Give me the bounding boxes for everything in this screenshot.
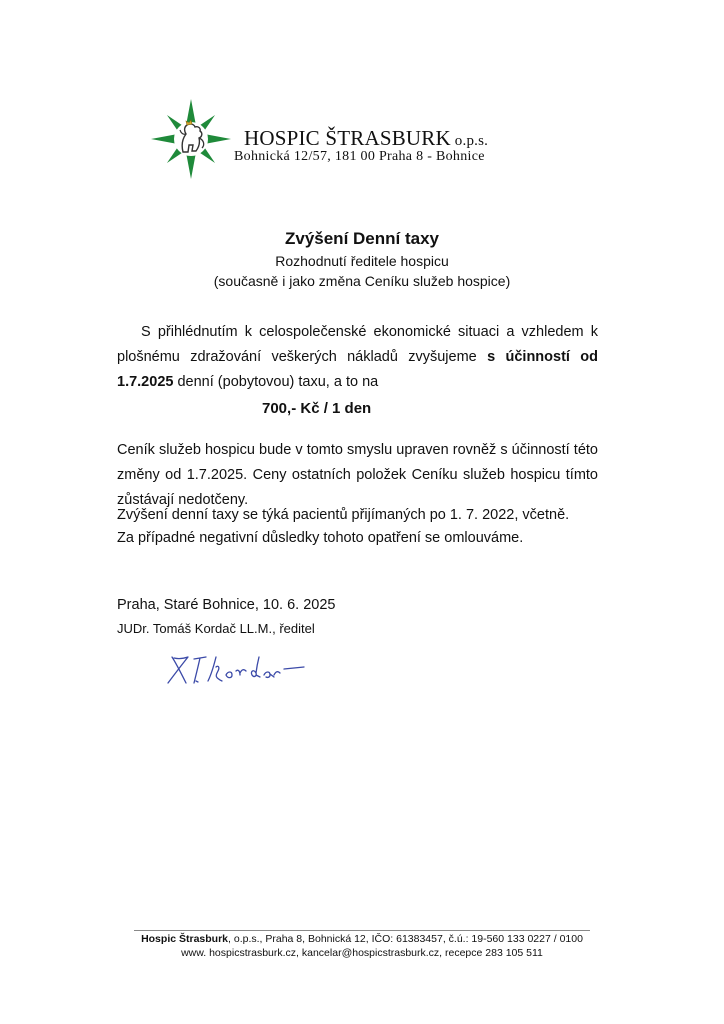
paragraph-decision: S přihlédnutím k celospolečenské ekonomické situaci a vzhledem k plošnému zdražování veškerých nákladů zvyšujeme s účinností od 1.7.2025 denní (pobytovou) taxu, a to na	[117, 324, 599, 390]
organization-suffix: o.p.s.	[450, 133, 489, 149]
paragraph-apology: Za případné negativní důsledky tohoto opatření se omlouváme.	[117, 530, 524, 546]
organization-address: Bohnická 12/57, 181 00 Praha 8 - Bohnice	[234, 149, 485, 164]
handwritten-signature	[160, 645, 310, 690]
paragraph-pricelist: Ceník služeb hospicu bude v tomto smyslu upraven rovněž s účinností této změny od 1.7.2025. Ceny ostatních položek Ceníku služeb hospicu tímto zůstávají nedotčeny.	[117, 442, 598, 508]
footer-divider	[134, 930, 590, 931]
new-daily-rate: 700,- Kč / 1 den	[262, 400, 372, 417]
signer-name: JUDr. Tomáš Kordač LL.M., ředitel	[117, 621, 315, 636]
document-title: Zvýšení Denní taxy	[284, 229, 439, 248]
effective-date-bold: s účinností od 1.7.2025	[117, 349, 599, 390]
paragraph-scope: Zvýšení denní taxy se týká pacientů přijímaných po 1. 7. 2022, včetně.	[117, 507, 570, 523]
document-subtitle-note: (současně i jako změna Ceníku služeb hospice)	[213, 273, 511, 289]
hospice-star-lion-logo-icon	[150, 98, 232, 180]
document-subtitle: Rozhodnutí ředitele hospicu	[275, 253, 449, 269]
place-and-date: Praha, Staré Bohnice, 10. 6. 2025	[117, 597, 336, 613]
organization-name: HOSPIC ŠTRASBURK o.p.s.	[244, 126, 489, 150]
footer-contact-line: www. hospicstrasburk.cz, kancelar@hospicstrasburk.cz, recepce 283 105 511	[181, 947, 543, 959]
footer-company-line: Hospic Štrasburk, o.p.s., Praha 8, Bohnická 12, IČO: 61383457, č.ú.: 19-560 133 0227 / 0100	[141, 933, 583, 945]
